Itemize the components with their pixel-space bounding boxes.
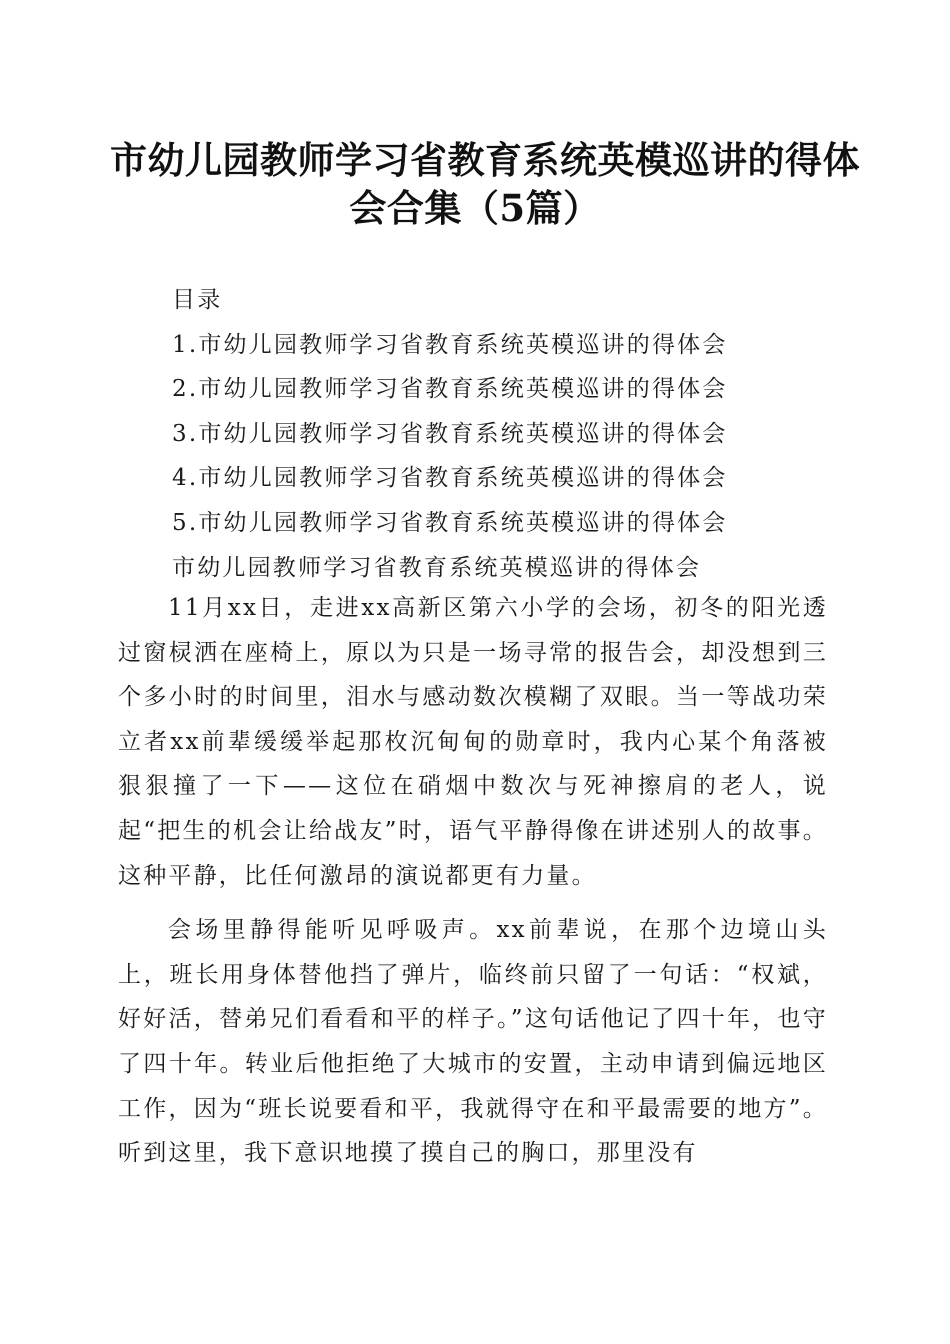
toc-item-5: 5.市幼儿园教师学习省教育系统英模巡讲的得体会 <box>172 509 728 536</box>
body-paragraph-1: 11月xx日，走进xx高新区第六小学的会场，初冬的阳光透过窗棂洒在座椅上，原以为只是一场寻常的报告会，却没想到三个多小时的时间里，泪水与感动数次模糊了双眼。当一等战功荣立者xx前辈缓缓举起那枚沉甸甸的勋章时，我内心某个角落被狠狠撞了一下——这位在硝烟中数次与死神擦肩的老人，说起“把生的机会让给战友”时，语气平静得像在讲述别人的故事。这种平静，比任何激昂的演说都更有力量。 <box>118 595 828 889</box>
toc-heading: 目录 <box>172 287 223 313</box>
toc-item-4: 4.市幼儿园教师学习省教育系统英模巡讲的得体会 <box>172 465 728 492</box>
title-line-2: 会合集（5篇） <box>349 186 601 230</box>
toc-item-3: 3.市幼儿园教师学习省教育系统英模巡讲的得体会 <box>172 420 728 447</box>
toc-item-1: 1.市幼儿园教师学习省教育系统英模巡讲的得体会 <box>172 331 728 358</box>
table-of-contents <box>172 278 728 590</box>
section-title: 市幼儿园教师学习省教育系统英模巡讲的得体会 <box>172 554 702 581</box>
body-paragraph-2: 会场里静得能听见呼吸声。xx前辈说，在那个边境山头上，班长用身体替他挡了弹片，临终前只留了一句话：“权斌，好好活，替弟兄们看看和平的样子。”这句话他记了四十年，也守了四十年。转业后他拒绝了大城市的安置，主动申请到偏远地区工作，因为“班长说要看和平，我就得守在和平最需要的地方”。听到这里，我下意识地摸了摸自己的胸口，那里没有 <box>118 917 828 1167</box>
document-title <box>110 136 860 232</box>
body-text <box>118 586 828 1186</box>
title-line-1: 市幼儿园教师学习省教育系统英模巡讲的得体 <box>110 138 860 182</box>
toc-item-2: 2.市幼儿园教师学习省教育系统英模巡讲的得体会 <box>172 376 728 403</box>
